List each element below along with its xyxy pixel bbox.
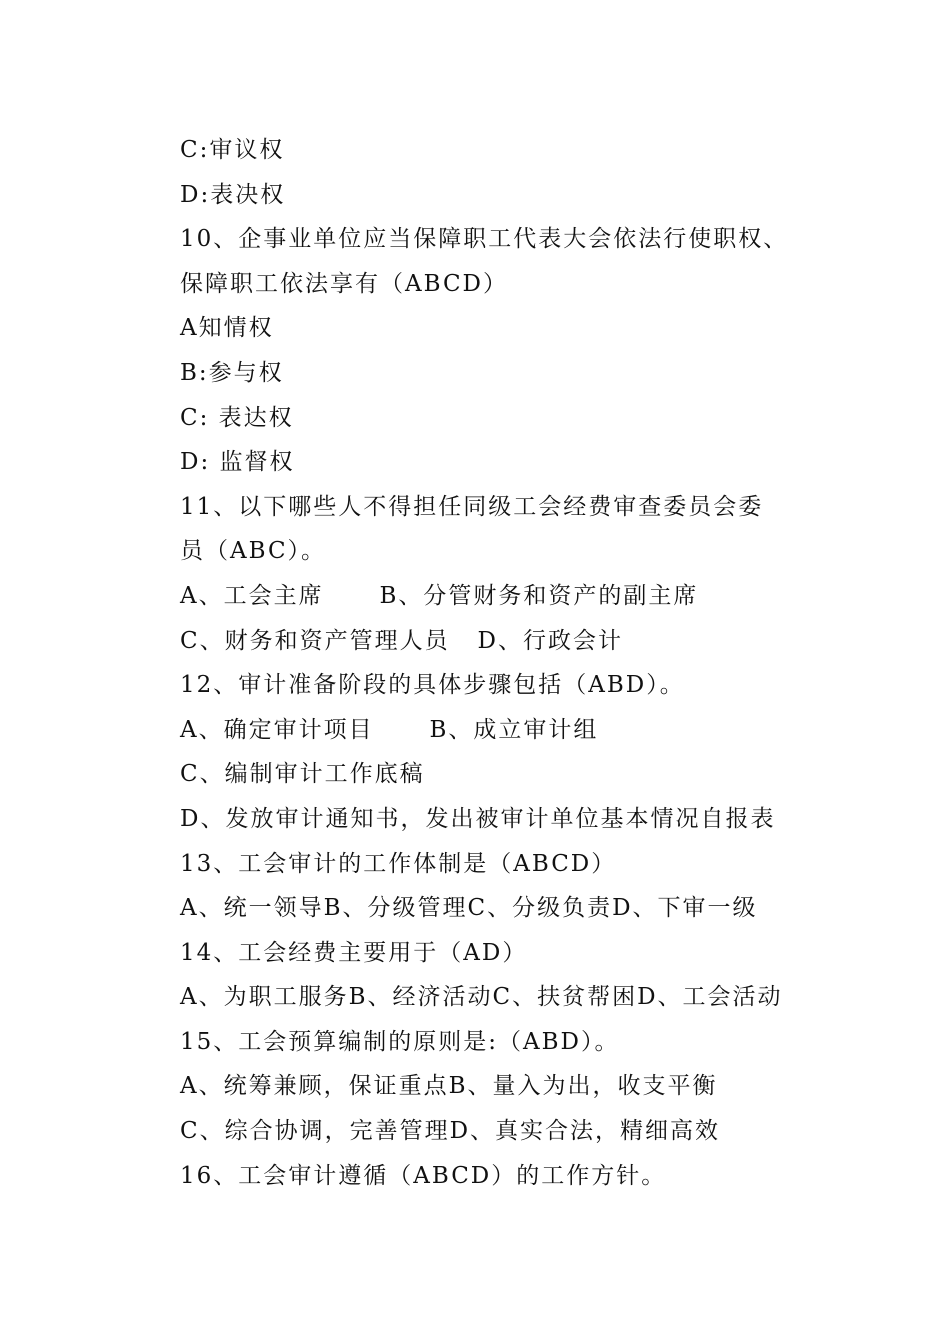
question-14: 14、工会经费主要用于（AD） bbox=[180, 939, 528, 966]
document-body bbox=[180, 128, 820, 1198]
question-13: 13、工会审计的工作体制是（ABCD） bbox=[180, 850, 617, 877]
option-d-voting-right: D:表决权 bbox=[180, 181, 286, 208]
q10-option-a: A知情权 bbox=[180, 315, 274, 342]
q11-options-cd: C、财务和资产管理人员 D、行政会计 bbox=[180, 627, 623, 654]
question-12: 12、审计准备阶段的具体步骤包括（ABD）。 bbox=[180, 672, 685, 699]
question-11-line-2: 员（ABC）。 bbox=[180, 538, 327, 565]
q12-option-c: C、编制审计工作底稿 bbox=[180, 761, 425, 788]
q11-options-ab: A、工会主席 B、分管财务和资产的副主席 bbox=[180, 582, 699, 609]
q10-option-c: C: 表达权 bbox=[180, 404, 294, 431]
q12-options-ab: A、确定审计项目 B、成立审计组 bbox=[180, 716, 599, 743]
question-10-line-1: 10、企事业单位应当保障职工代表大会依法行使职权、 bbox=[180, 226, 789, 253]
question-10-line-2: 保障职工依法享有（ABCD） bbox=[180, 270, 508, 297]
option-c-review-right: C:审议权 bbox=[180, 137, 285, 163]
q10-option-b: B:参与权 bbox=[180, 359, 284, 386]
q13-options: A、统一领导B、分级管理C、分级负责D、下审一级 bbox=[180, 895, 758, 922]
question-11-line-1: 11、以下哪些人不得担任同级工会经费审查委员会委 bbox=[180, 493, 764, 520]
q15-options-ab: A、统筹兼顾，保证重点B、量入为出，收支平衡 bbox=[180, 1073, 718, 1100]
question-15: 15、工会预算编制的原则是:（ABD）。 bbox=[180, 1028, 620, 1055]
q14-options: A、为职工服务B、经济活动C、扶贫帮困D、工会活动 bbox=[180, 984, 783, 1011]
q10-option-d: D: 监督权 bbox=[180, 449, 295, 476]
q15-options-cd: C、综合协调，完善管理D、真实合法，精细高效 bbox=[180, 1118, 721, 1145]
q12-option-d: D、发放审计通知书，发出被审计单位基本情况自报表 bbox=[180, 805, 776, 832]
question-16: 16、工会审计遵循（ABCD）的工作方针。 bbox=[180, 1162, 667, 1189]
